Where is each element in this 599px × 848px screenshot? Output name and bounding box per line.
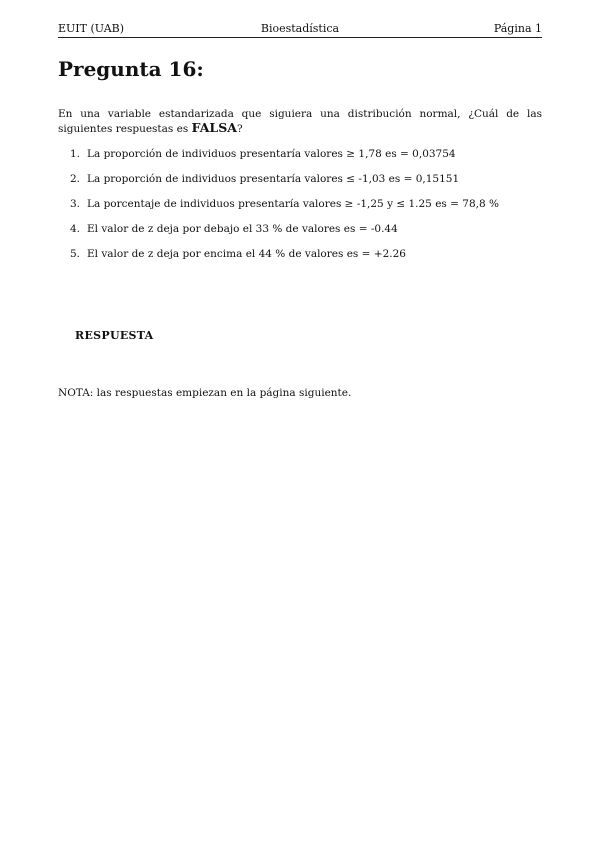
answer-option	[70, 223, 540, 248]
header-institution: EUIT (UAB)	[58, 22, 125, 35]
answer-heading: RESPUESTA	[75, 329, 154, 342]
option-text: La proporción de individuos presentaría valores ≥ 1,78 es = 0,03754	[87, 148, 456, 160]
answer-option	[70, 248, 540, 273]
header-page-number: Página 1	[493, 22, 542, 35]
question-emphasis: FALSA	[191, 120, 237, 135]
option-number: 5.	[70, 248, 81, 260]
option-number: 3.	[70, 198, 81, 210]
option-text: El valor de z deja por debajo el 33 % de valores es = -0.44	[87, 223, 398, 235]
question-statement	[58, 108, 542, 136]
option-text: La porcentaje de individuos presentaría valores ≥ -1,25 y ≤ 1.25 es = 78,8 %	[87, 198, 499, 210]
header-divider	[58, 37, 542, 38]
question-end: ?	[236, 123, 243, 135]
option-number: 4.	[70, 223, 81, 235]
answer-option	[70, 198, 540, 223]
option-number: 1.	[70, 148, 81, 160]
option-text: El valor de z deja por encima el 44 % de valores es = +2.26	[87, 248, 406, 260]
page-header	[58, 22, 542, 36]
header-course: Bioestadística	[260, 22, 340, 35]
answer-option	[70, 173, 540, 198]
footnote: NOTA: las respuestas empiezan en la página siguiente.	[58, 387, 352, 399]
answer-options	[70, 148, 540, 273]
question-title: Pregunta 16:	[58, 57, 204, 81]
option-text: La proporción de individuos presentaría valores ≤ -1,03 es = 0,15151	[87, 173, 460, 185]
question-text: En una variable estandarizada que siguiera una distribución normal, ¿Cuál de las siguientes respuestas es	[58, 108, 542, 135]
answer-option	[70, 148, 540, 173]
option-number: 2.	[70, 173, 81, 185]
